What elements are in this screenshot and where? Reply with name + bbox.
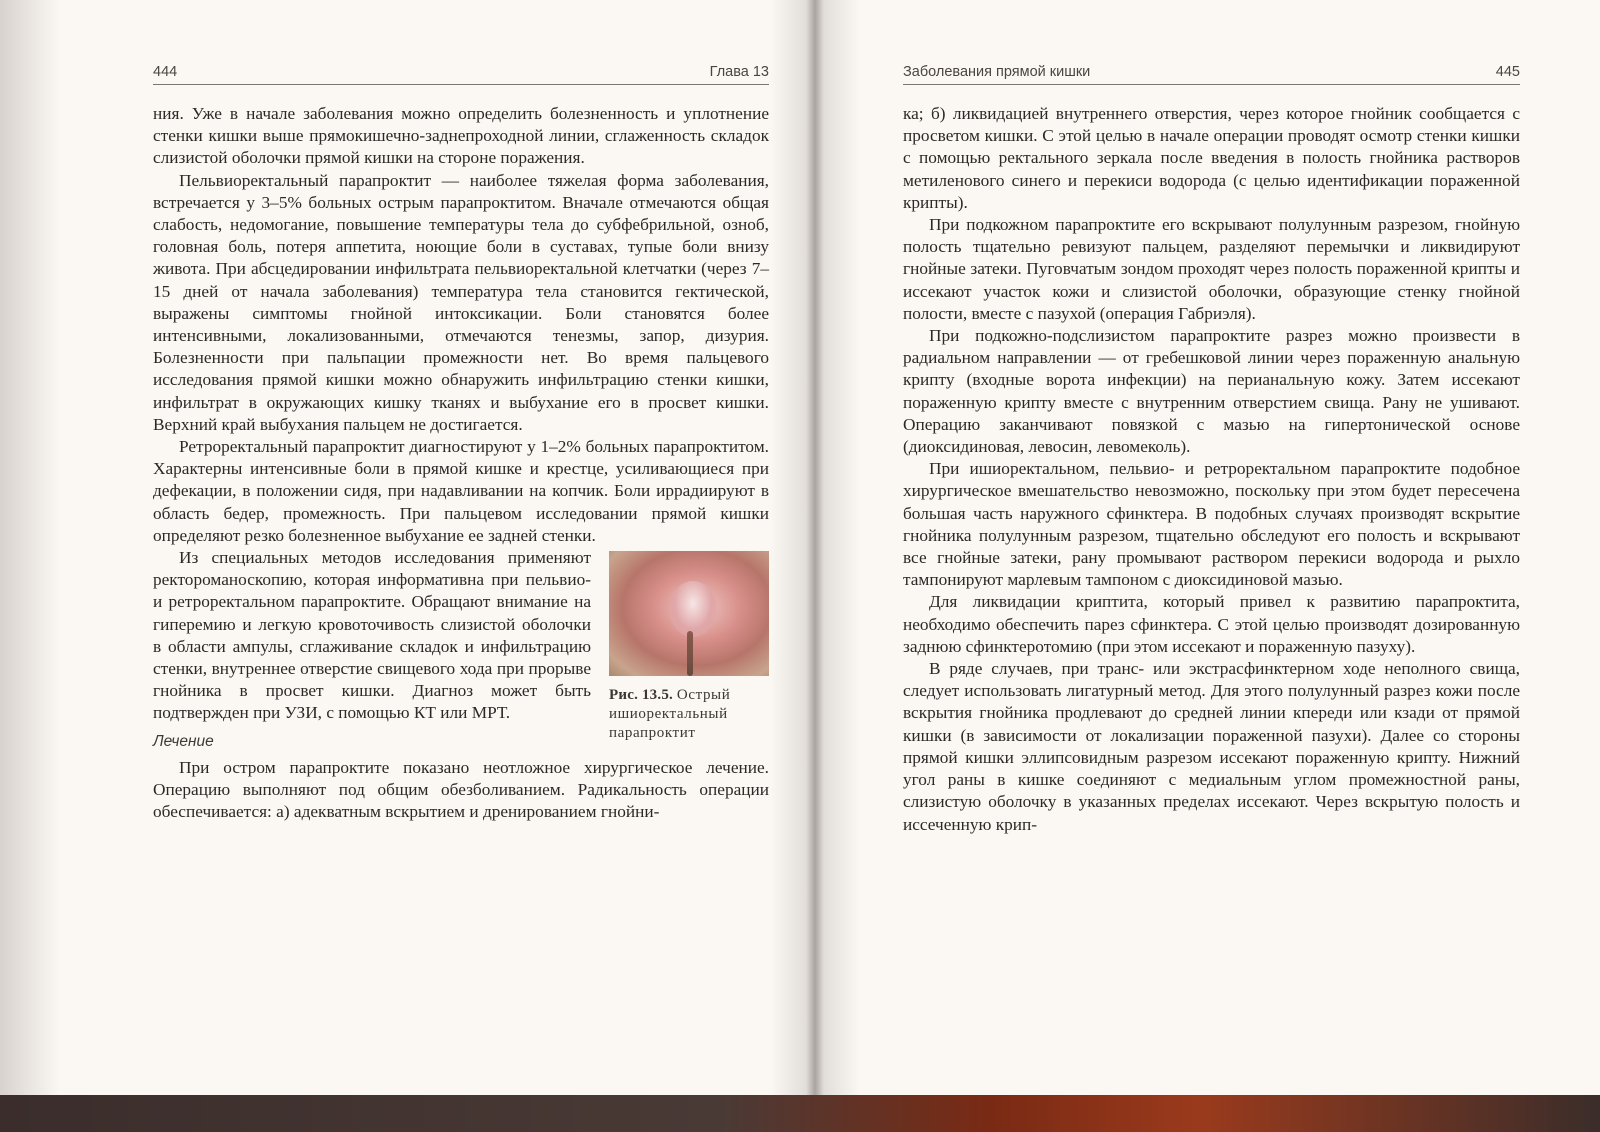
paragraph: В ряде случаев, при транс- или экстрасфинктерном ходе неполного свища, следует использовать лигатурный метод. Для этого полулунный разрез кожи после вскрытия гнойника продлевают до средней линии кпереди или кзади от прямой кишки (в зависимости от локализации пораженной пазухи). Далее со стороны прямой кишки эллипсовидным разрезом иссекают пораженную крипту. Нижний угол раны в кишке соединяют с медиальным углом промежностной раны, слизистую оболочку в указанных пределах иссекают. Через вскрытую полость и иссеченную крип-: [903, 659, 1520, 834]
book-bottom-edge: [0, 1095, 1600, 1132]
left-body-text: [153, 103, 769, 824]
left-running-head: [153, 56, 769, 85]
paragraph: Для ликвидации криптита, который привел к развитию парапроктита, необходимо обеспечить парез сфинктера. С этой целью производят дозированную заднюю сфинктеротомию (при этом иссекают и пораженную пазуху).: [903, 592, 1520, 656]
left-page: [153, 56, 769, 824]
paragraph: ка; б) ликвидацией внутреннего отверстия, через которое гнойник сообщается с просветом кишки. С этой целью в начале операции проводят осмотр стенки кишки с помощью ректального зеркала после введения в полость гнойника растворов метиленового синего и перекиси водорода (с целью идентификации пораженной крипты).: [903, 104, 1520, 212]
clinical-photo: [609, 551, 769, 676]
paragraph: При подкожно-подслизистом парапроктите разрез можно произвести в радиальном направлении — от гребешковой линии через пораженную анальную крипту (входные ворота инфекции) на перианальную кожу. Затем иссекают пораженную крипту вместе с внутренним отверстием свища. Рану не ушивают. Операцию заканчивают повязкой с мазью на гипертонической основе (диоксидиновая, левосин, левомеколь).: [903, 326, 1520, 457]
paragraph: Пельвиоректальный парапроктит — наиболее тяжелая форма заболевания, встречается у 3–5% больных острым парапроктитом. Вначале отмечаются общая слабость, недомогание, повышение температуры тела до субфебрильной, озноб, головная боль, потеря аппетита, ноющие боли в суставах, тупые боли внизу живота. При абсцедировании инфильтрата пельвиоректальной клетчатки (через 7–15 дней от начала заболевания) температура тела становится гектической, выражены симптомы гнойной интоксикации. Боли становятся более интенсивными, локализованными, отмечаются тенезмы, запор, дизурия. Болезненности при пальпации промежности нет. Во время пальцевого исследования прямой кишки можно обнаружить инфильтрацию стенки кишки, инфильтрат в окружающих кишку тканях и выбухание его в просвет кишки. Верхний край выбухания пальцем не достигается.: [153, 170, 769, 434]
book-gutter: [770, 0, 860, 1095]
right-running-head: [903, 56, 1520, 85]
right-page: [903, 56, 1520, 836]
paragraph: При ишиоректальном, пельвио- и ретроректальном парапроктите подобное хирургическое вмешательство невозможно, поскольку при этом будет пересечена большая часть наружного сфинктера. В подобных случаях производят вскрытие гнойника полулунным разрезом, тщательно обследуют его полость и вскрывают все гнойные затеки, рану промывают раствором перекиси водорода и рыхло тампонируют марлевым тампоном с диоксидиновой мазью.: [903, 459, 1520, 590]
page-edge-shadow: [0, 0, 60, 1095]
anal-fold: [687, 631, 693, 676]
page-number-right: 445: [1495, 64, 1520, 80]
chapter-title: Глава 13: [709, 64, 769, 80]
right-body-text: [903, 103, 1520, 836]
paragraph: Ретроректальный парапроктит диагностируют у 1–2% больных парапроктитом. Характерны интенсивные боли в прямой кишке и крестце, усиливающиеся при дефекации, в положении сидя, при надавливании на копчик. Боли иррадиируют в область бедер, промежность. При пальцевом исследовании прямой кишки определяют резко болезненное выбухание ее задней стенки.: [153, 437, 769, 545]
paragraph: При подкожном парапроктите его вскрывают полулунным разрезом, гнойную полость тщательно ревизуют пальцем, разделяют перемычки и ликвидируют гнойные затеки. Пуговчатым зондом проходят через полость пораженной крипты и иссекают участок кожи и слизистой оболочки, образующие стенку гнойной полости, вместе с пазухой (операция Габриэля).: [903, 215, 1520, 323]
figure-caption: [609, 686, 769, 743]
paragraph: ния. Уже в начале заболевания можно определить болезненность и уплотнение стенки кишки выше прямокишечно-заднепроходной линии, сглаженность складок слизистой оболочки прямой кишки на стороне поражения.: [153, 104, 769, 168]
figure-13-5: [609, 551, 769, 743]
page-number-left: 444: [153, 64, 178, 80]
paragraph: Из специальных методов исследования применяют ректороманоскопию, которая информативна при пельвио- и ретроректальном парапроктите. Обращают внимание на гиперемию и легкую кровоточивость слизистой оболочки в области ампулы, сглаживание складок и инфильтрацию стенки, внутреннее отверстие свищевого хода при прорыве гнойника в просвет кишки. Диагноз может быть подтвержден при УЗИ, с помощью КТ или МРТ.: [153, 548, 591, 723]
section-heading: Лечение: [153, 732, 214, 750]
paragraph: При остром парапроктите показано неотложное хирургическое лечение. Операцию выполняют под общим обезболиванием. Радикальность операции обеспечивается: а) адекватным вскрытием и дренированием гнойни-: [153, 757, 769, 822]
lesion-spot: [669, 581, 717, 637]
running-title: Заболевания прямой кишки: [903, 64, 1091, 80]
figure-caption-text: Острый ишиоректальный парапроктит: [609, 687, 731, 742]
figure-label: Рис. 13.5.: [609, 687, 677, 704]
